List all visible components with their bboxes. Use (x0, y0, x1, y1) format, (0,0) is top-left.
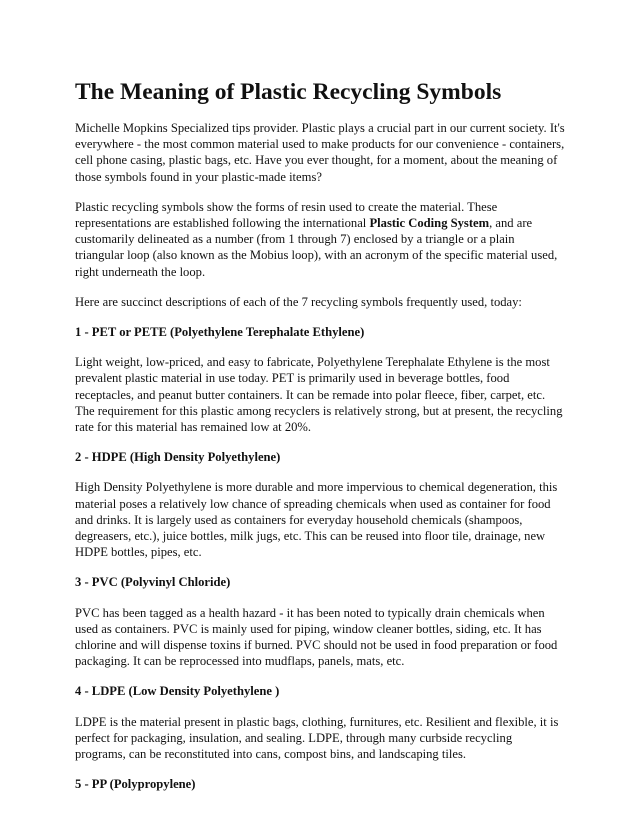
section-body-ldpe: LDPE is the material present in plastic bags, clothing, furnitures, etc. Resilient and flexible, it is perfect for packaging, insulation, and sealing. LDPE, through many curbside recycling programs, can be reconstituted into cans, compost bins, and landscaping tiles. (75, 714, 559, 762)
resin-text-end: , and are customarily delineated as a number (from 1 through 7) enclosed by a triangle or a plain triangular loop (also known as the Mobius loop), with an acronym of the specific material used, right underneath the loop. (75, 216, 558, 279)
document-title: The Meaning of Plastic Recycling Symbols (75, 79, 502, 105)
section-heading-hdpe: 2 - HDPE (High Density Polyethylene) (75, 450, 281, 465)
section-heading-ldpe: 4 - LDPE (Low Density Polyethylene ) (75, 684, 280, 699)
section-heading-pet: 1 - PET or PETE (Polyethylene Terephalate Ethylene) (75, 325, 365, 340)
section-heading-pp: 5 - PP (Polypropylene) (75, 777, 196, 792)
lead-paragraph: Here are succinct descriptions of each of the 7 recycling symbols frequently used, today: (75, 294, 522, 309)
section-body-pet: Light weight, low-priced, and easy to fabricate, Polyethylene Terephalate Ethylene is the most prevalent plastic material in use today. PET is primarily used in beverage bottles, food receptacles, and peanut butter containers. It can be remade into polar fleece, fiber, carpet, etc. The requirement for this plastic among recyclers is relatively strong, but at present, the recycling rate for this material has remained low at 20%. (75, 355, 563, 435)
resin-text-start: Plastic recycling symbols show the forms of resin used to create the material. These representations are established following the international (75, 199, 498, 231)
document-page (75, 78, 565, 807)
section-body-pvc: PVC has been tagged as a health hazard - it has been noted to typically drain chemicals when used as containers. PVC is mainly used for piping, window cleaner bottles, siding, etc. It has chlorine and will dispense toxins if burned. PVC should not be used in food preparation or food packaging. It can be reprocessed into mudflaps, panels, mats, etc. (75, 605, 558, 669)
resin-paragraph (75, 199, 565, 280)
plastic-coding-system-term: Plastic Coding System (369, 216, 490, 231)
section-heading-pvc: 3 - PVC (Polyvinyl Chloride) (75, 575, 231, 590)
intro-paragraph: Michelle Mopkins Specialized tips provider. Plastic plays a crucial part in our current society. It's everywhere - the most common material used to make products for our convenience - containers, cell phone casing, plastic bags, etc. Have you ever thought, for a moment, about the meaning of those symbols found in your plastic-made items? (75, 121, 565, 184)
section-body-hdpe: High Density Polyethylene is more durable and more impervious to chemical degeneration, this material poses a relatively low chance of spreading chemicals when used as container for food and drinks. It is largely used as containers for everyday household chemicals (shampoos, degreasers, etc.), juice bottles, milk jugs, etc. This can be reused into floor tile, drainage, new HDPE bottles, pipes, etc. (75, 480, 558, 560)
